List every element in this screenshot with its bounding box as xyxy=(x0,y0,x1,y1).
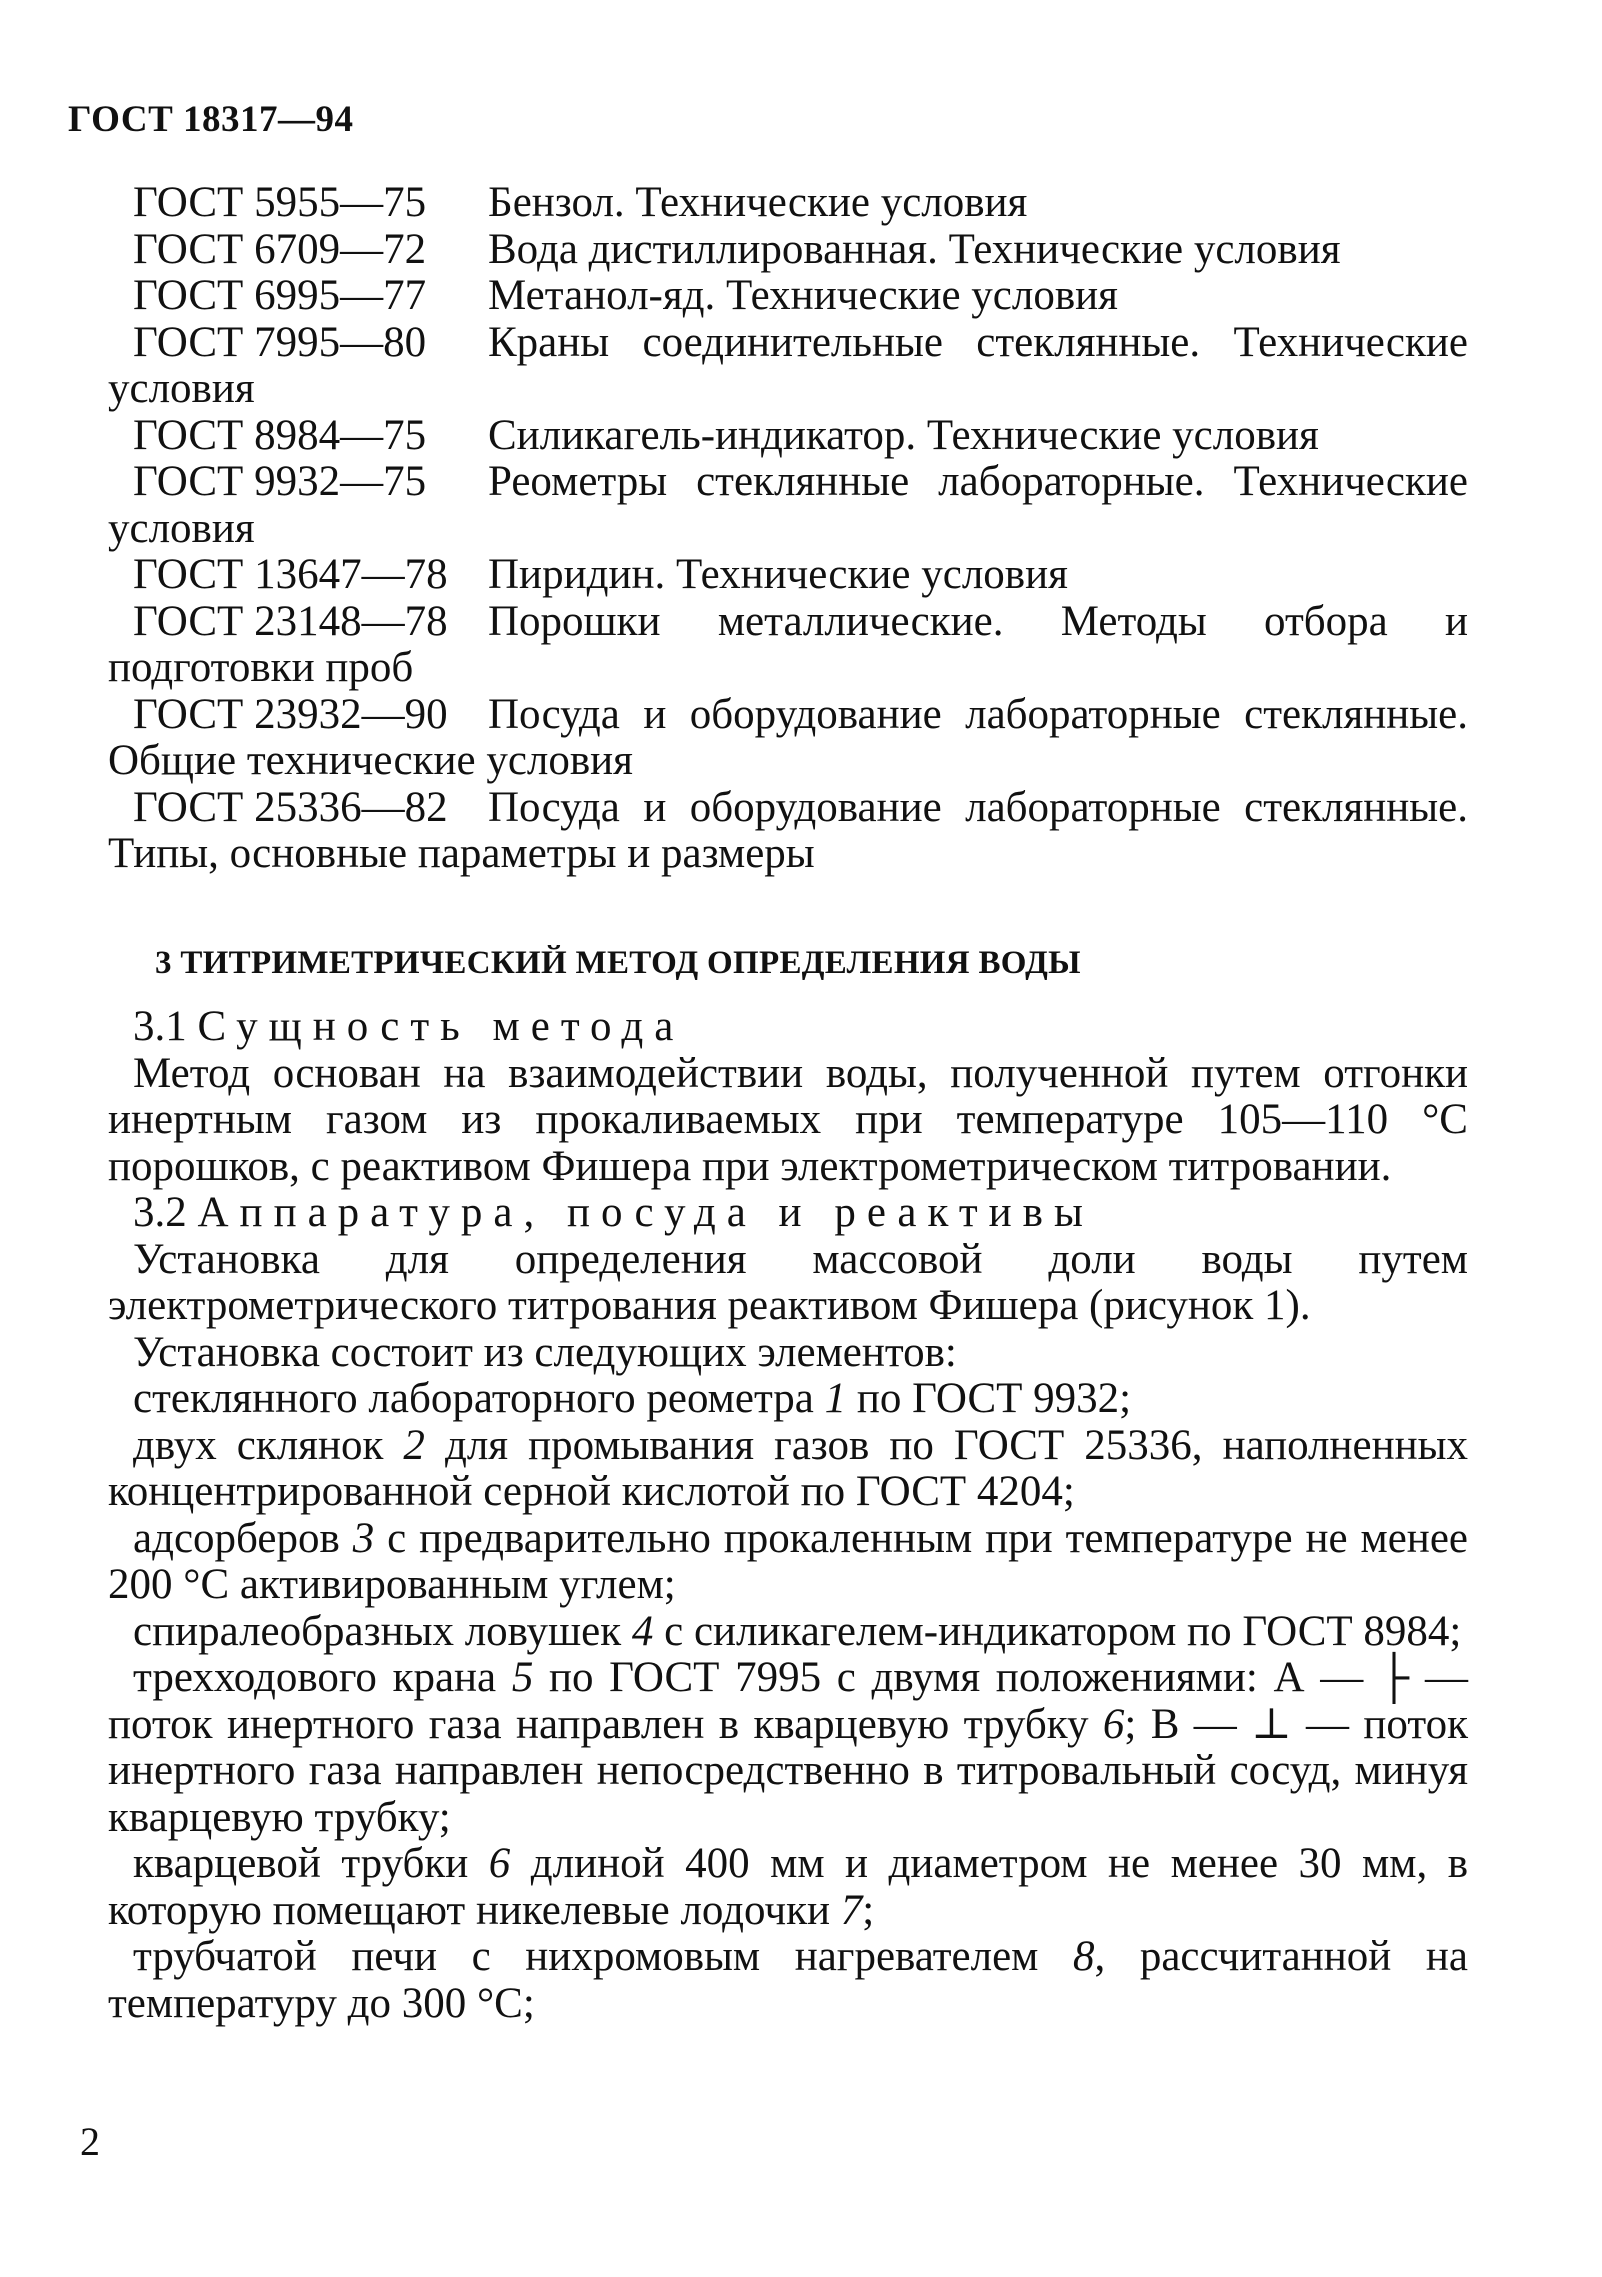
apparatus-item: спиралеобразных ловушек 4 с силикагелем-индикатором по ГОСТ 8984; xyxy=(133,1607,1462,1655)
reference-item: ГОСТ 25336—82 Посуда и оборудование лабораторные стеклянные. Типы, основные параметры и размеры xyxy=(108,783,1468,877)
reference-item: ГОСТ 23932—90 Посуда и оборудование лабораторные стеклянные. Общие технические условия xyxy=(108,690,1468,784)
reference-item: ГОСТ 9932—75 Реометры стеклянные лабораторные. Технические условия xyxy=(108,458,1468,552)
page-body xyxy=(108,180,1468,2027)
reference-item: ГОСТ 23148—78 Порошки металлические. Методы отбора и подготовки проб xyxy=(108,597,1468,691)
reference-item: ГОСТ 13647—78 Пиридин. Технические условия xyxy=(133,551,1068,598)
reference-list xyxy=(108,180,1468,878)
apparatus-item-crane: трехходового крана 5 по ГОСТ 7995 с двумя положениями: А — ├ — поток инертного газа направлен в кварцевую трубку 6; В — ⊥ — поток инертного газа направлен непосредственно в титровальный сосуд, минуя кварцевую трубку; xyxy=(108,1654,1468,1841)
section-heading: 3 ТИТРИМЕТРИЧЕСКИЙ МЕТОД ОПРЕДЕЛЕНИЯ ВОДЫ xyxy=(155,944,1081,981)
apparatus-item-furnace: трубчатой печи с нихромовым нагревателем 8, рассчитанной на температуру до 300 °С; xyxy=(108,1933,1468,2027)
reference-item: ГОСТ 7995—80 Краны соединительные стеклянные. Технические условия xyxy=(108,318,1468,412)
apparatus-item: стеклянного лабораторного реометра 1 по ГОСТ 9932; xyxy=(133,1375,1132,1422)
page-number: 2 xyxy=(80,2119,100,2164)
reference-item: ГОСТ 6995—77 Метанол-яд. Технические условия xyxy=(133,272,1118,319)
reference-item: ГОСТ 5955—75 Бензол. Технические условия xyxy=(133,179,1028,226)
running-header: ГОСТ 18317—94 xyxy=(68,99,354,140)
subsection-3-1-heading: 3.1 Сущность метода xyxy=(133,1003,685,1050)
reference-item: ГОСТ 6709—72 Вода дистиллированная. Технические условия xyxy=(133,225,1341,273)
apparatus-paragraph: Установка для определения массовой доли воды путем электрометрического титрования реактивом Фишера (рисунок 1). xyxy=(108,1235,1468,1329)
apparatus-item-tube: кварцевой трубки 6 длиной 400 мм и диаметром не менее 30 мм, в которую помещают никелевые лодочки 7; xyxy=(108,1840,1468,1934)
method-description: Метод основан на взаимодействии воды, полученной путем отгонки инертным газом из прокаливаемых при температуре 105—110 °С порошков, с реактивом Фишера при электрометрическом титровании. xyxy=(108,1049,1468,1190)
subsection-3-2-heading: 3.2 Аппаратура, посуда и реактивы xyxy=(133,1189,1094,1236)
reference-item: ГОСТ 8984—75 Силикагель-индикатор. Технические условия xyxy=(133,411,1319,459)
apparatus-elements-intro: Установка состоит из следующих элементов: xyxy=(133,1328,957,1376)
apparatus-item: адсорберов 3 с предварительно прокаленным при температуре не менее 200 °С активированным углем; xyxy=(108,1514,1468,1608)
apparatus-item: двух склянок 2 для промывания газов по ГОСТ 25336, наполненных концентрированной серной кислотой по ГОСТ 4204; xyxy=(108,1421,1469,1515)
